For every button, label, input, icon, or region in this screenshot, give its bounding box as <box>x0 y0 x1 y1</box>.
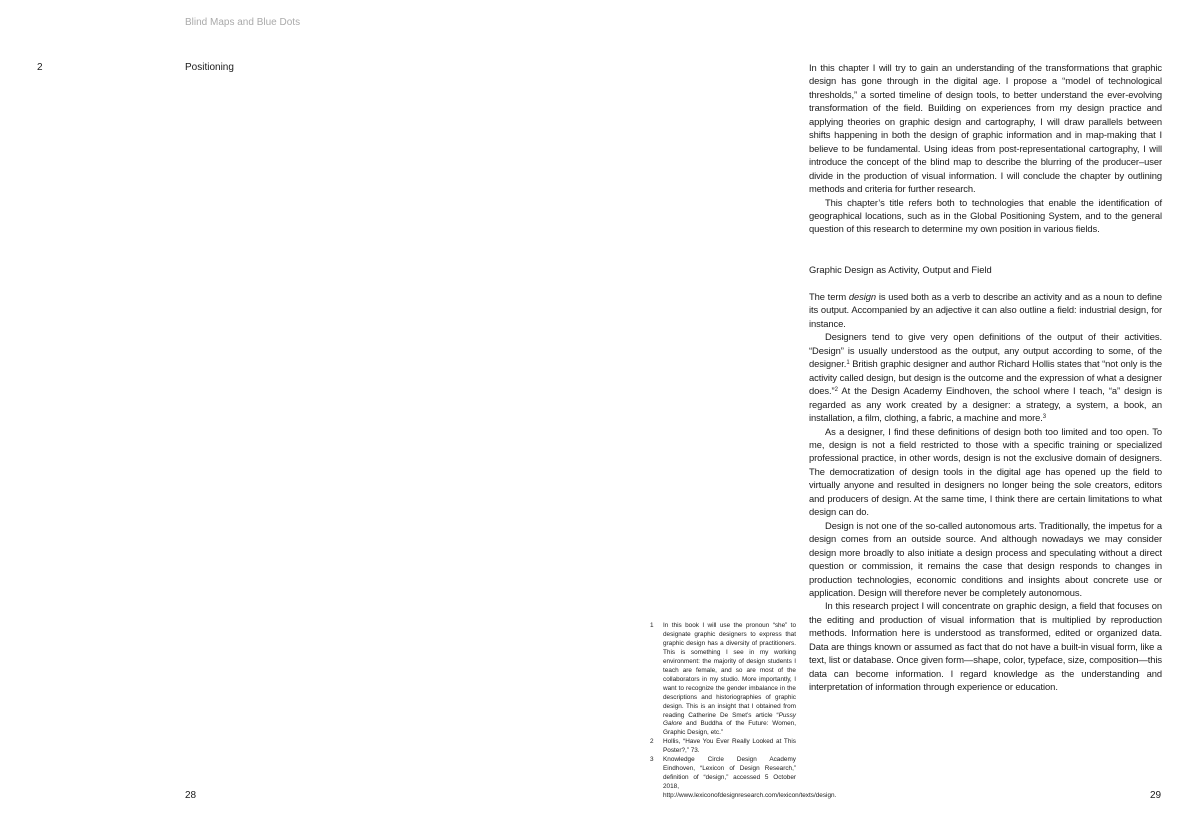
text-run: and Buddha of the Future: Women, Graphic Design, etc.” <box>663 720 796 737</box>
text-run: Designers tend to give very open definitions of the output of their activities. “Design” is usually understood as the output, any output according to some, of the designer. <box>809 331 1162 370</box>
text-run: is used both as a verb to describe an activity and as a noun to define its output. Accompanied by an adjective it can also outline a field: industrial design, for instance. <box>809 291 1162 329</box>
footnote-text: Hollis, “Have You Ever Really Looked at This Poster?,” 73. <box>663 738 796 755</box>
chapter-number: 2 <box>37 62 43 73</box>
section-body <box>809 290 1162 694</box>
footnotes <box>650 622 837 801</box>
emphasis: design <box>848 291 877 302</box>
text-run: British graphic designer and author Richard Hollis states that “not only is the activity called design, but design is the outcome and the expression of what a designer does.” <box>809 358 1162 397</box>
body-paragraph: In this research project I will concentrate on graphic design, a field that focuses on the editing and production of visual information that is multiplied by reproduction methods. Information here is understood as transformed, edited or organized data. Data are things known or assumed as fact that do not have a built-in visual form, like a text, list or database. Once given form—shape, color, typeface, size, composition—this data can become information. I regard knowledge as the understanding and interpretation of information through experience or education. <box>809 600 1162 693</box>
footnote-text: Knowledge Circle Design Academy Eindhoven, “Lexicon of Design Research,” definition of “design,” accessed 5 October 2018, http://www.lexiconofdesignresearch.com/lexicon/texts/design. <box>663 756 837 800</box>
body-paragraph: As a designer, I find these definitions of design both too limited and too open. To me, design is not a field restricted to those with a specific training or specialized professional practice, in other words, design is not the exclusive domain of designers. The democratization of design tools in the digital age has opened up the field to virtually anyone and resulted in designers no longer being the sole creators, editors and producers of design. At the same time, I think there are certain limitations to what design can do. <box>809 425 1162 518</box>
section-heading: Graphic Design as Activity, Output and Field <box>809 264 992 275</box>
emphasis: Pussy Galore <box>663 711 796 728</box>
text-run: At the Design Academy Eindhoven, the school where I teach, “a” design is regarded as any work created by a designer: a strategy, a system, a book, an installation, a film, clothing, a fabric, a machine and more. <box>809 385 1162 424</box>
running-title: Blind Maps and Blue Dots <box>185 17 301 28</box>
page-number-left: 28 <box>185 790 197 801</box>
footnote-ref: 3 <box>1042 414 1047 421</box>
chapter-title: Positioning <box>185 62 234 73</box>
text-run: In this book I will use the pronoun “she” to designate graphic designers to express that graphic design has a diversity of practitioners. This is something I see in my working environment: the majority of design students I teach are female, and so are most of the collaborators in my studio. More importantly, I want to recognize the gender imbalance in the descriptions and historiographies of graphic design. This is an insight that I obtained from reading Catherine De Smet’s article “ <box>663 622 796 719</box>
footnote <box>650 738 796 756</box>
intro-text <box>809 61 1162 236</box>
footnote-ref: 1 <box>846 360 850 367</box>
footnote-number: 2 <box>650 738 654 746</box>
page-number-right: 29 <box>1150 790 1162 801</box>
body-paragraph <box>809 290 1162 330</box>
footnote-number: 3 <box>650 756 654 764</box>
body-paragraph <box>809 330 1162 424</box>
footnote <box>650 622 796 738</box>
body-paragraph: Design is not one of the so-called autonomous arts. Traditionally, the impetus for a design comes from an outside source. And although nowadays we may consider design more broadly to also initiate a design process and speculating without a direct question or commission, it remains the case that design responds to changes in production technologies, economic conditions and insights about concrete use or application. Design will therefore never be completely autonomous. <box>809 519 1162 598</box>
footnote-ref: 2 <box>834 387 838 394</box>
footnote-number: 1 <box>650 622 654 629</box>
text-run: The term <box>809 291 849 302</box>
intro-paragraph: This chapter’s title refers both to technologies that enable the identification of geographical locations, such as in the Global Positioning System, and to the general question of this research to determine my own position in various fields. <box>809 196 1162 235</box>
footnote-text <box>663 622 796 738</box>
intro-paragraph: In this chapter I will try to gain an understanding of the transformations that graphic design has gone through in the digital age. I propose a “model of technological thresholds,” a sorted timeline of design tools, to better understand the ever-evolving transformation of the field. Building on experiences from my design practice and applying theories on graphic design and cartography, I will draw parallels between shifts happening in both the design of graphic information and in map-making that I believe to be fundamental. Using ideas from post-representational cartography, I will introduce the concept of the blind map to describe the blurring of the producer–user divide in the production of visual information. I will conclude the chapter by outlining methods and criteria for further research. <box>809 62 1162 195</box>
footnote <box>650 756 837 801</box>
